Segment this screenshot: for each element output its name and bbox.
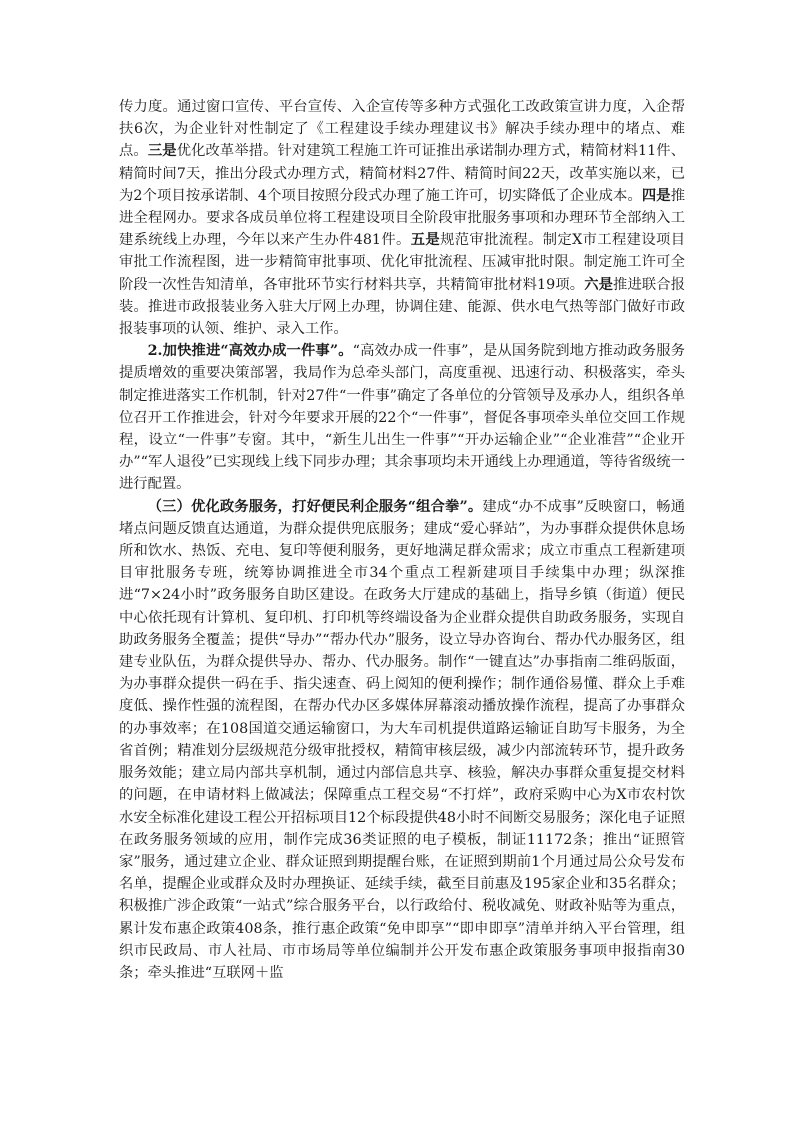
text-segment: 推进全程网办。要求各成员单位将工程建设项目全阶段审批服务事项和办理环节全部纳入工建系统线上办理，今年以来产生办件481件。	[119, 187, 685, 249]
section-heading: （三）优化政务服务，打好便民利企服务“组合拳”。	[147, 498, 483, 515]
text-segment: 优化改革举措。针对建筑工程施工许可证推出承诺制办理方式，精简材料11件、精简时间7天，推出分段式办理方式，精简材料27件、精简时间22天，改革实施以来，已为2个项目按承诺制、4个项目按照分段式办理了施工许可，切实降低了企业成本。	[119, 143, 686, 204]
bold-lead: 三是	[147, 143, 177, 160]
bold-lead: 六是	[584, 276, 614, 293]
paragraph-3	[119, 496, 685, 984]
section-heading: 2.加快推进“高效办成一件事”。	[147, 343, 353, 360]
text-segment: “高效办成一件事”，是从国务院到地方推动政务服务提质增效的重要决策部署，我局作为总牵头部门，高度重视、迅速行动、积极落实，牵头制定推进落实工作机制，针对27件“一件事”确定了各单位的分管领导及承办人，组织各单位召开工作推进会，针对今年要求开展的22个“一件事”，督促各事项牵头单位交回工作规程，设立“一件事”专窗。其中，“新生儿出生一件事”“开办运输企业”“企业准营”“企业开办”“军人退役”已实现线上线下同步办理；其余事项均未开通线上办理通道，等待省级统一进行配置。	[119, 343, 685, 493]
text-segment: 传力度。通过窗口宣传、平台宣传、入企宣传等多种方式强化工改政策宣讲力度，入企帮扶6次，为企业针对性制定了《工程建设手续办理建议书》解决手续办理中的堵点、难点。	[119, 99, 685, 160]
bold-lead: 四是	[641, 187, 671, 204]
text-segment: 规范审批流程。制定X市工程建设项目审批工作流程图，进一步精简审批事项、优化审批流程、压减审批时限。制定施工许可全阶段一次性告知清单，各审批环节实行材料共享，共精简审批材料19项。	[119, 232, 685, 293]
paragraph-1	[119, 96, 685, 340]
document-page	[119, 96, 685, 984]
paragraph-2	[119, 340, 685, 495]
text-segment: 建成“办不成事”反映窗口，畅通堵点问题反馈直达通道，为群众提供兜底服务；建成“爱心驿站”，为办事群众提供休息场所和饮水、热饭、充电、复印等便利服务，更好地满足群众需求；成立市重点工程新建项目审批服务专班，统筹协调推进全市34个重点工程新建项目手续集中办理；纵深推进“7×24小时”政务服务自助区建设。在政务大厅建成的基础上，指导乡镇（街道）便民中心依托现有计算机、复印机、打印机等终端设备为企业群众提供自助政务服务，实现自助政务服务全覆盖；提供“导办”“帮办代办”服务，设立导办咨询台、帮办代办服务区，组建专业队伍，为群众提供导办、帮办、代办服务。制作“一键直达”办事指南二维码版面，为办事群众提供一码在手、指尖速查、码上阅知的便利操作；制作通俗易懂、群众上手难度低、操作性强的流程图，在帮办代办区多媒体屏幕滚动播放操作流程，提高了办事群众的办事效率；在108国道交通运输窗口，为大车司机提供道路运输证自助写卡服务，为全省首例；精准划分层级规范分级审批授权，精简审核层级，减少内部流转环节，提升政务服务效能；建立局内部共享机制，通过内部信息共享、核验，解决办事群众重复提交材料的问题，在申请材料上做减法；保障重点工程交易“不打烊”，政府采购中心为X市农村饮水安全标准化建设工程公开招标项目12个标段提供48小时不间断交易服务；深化电子证照在政务服务领域的应用，制作完成36类证照的电子模板，制证11172条；推出“证照管家”服务，通过建立企业、群众证照到期提醒台账，在证照到期前1个月通过局公众号发布名单，提醒企业或群众及时办理换证、延续手续，截至目前惠及195家企业和35名群众；积极推广涉企政策“一站式”综合服务平台，以行政给付、税收减免、财政补贴等为重点，累计发布惠企政策408条，推行惠企政策“免申即享”“即申即享”清单并纳入平台管理，组织市民政局、市人社局、市市场局等单位编制并公开发布惠企政策服务事项申报指南30条；牵头推进“互联网＋监	[119, 498, 685, 981]
text-segment: 推进联合报装。推进市政报装业务入驻大厅网上办理，协调住建、能源、供水电气热等部门做好市政报装事项的认领、维护、录入工作。	[119, 276, 686, 338]
bold-lead: 五是	[410, 232, 441, 249]
